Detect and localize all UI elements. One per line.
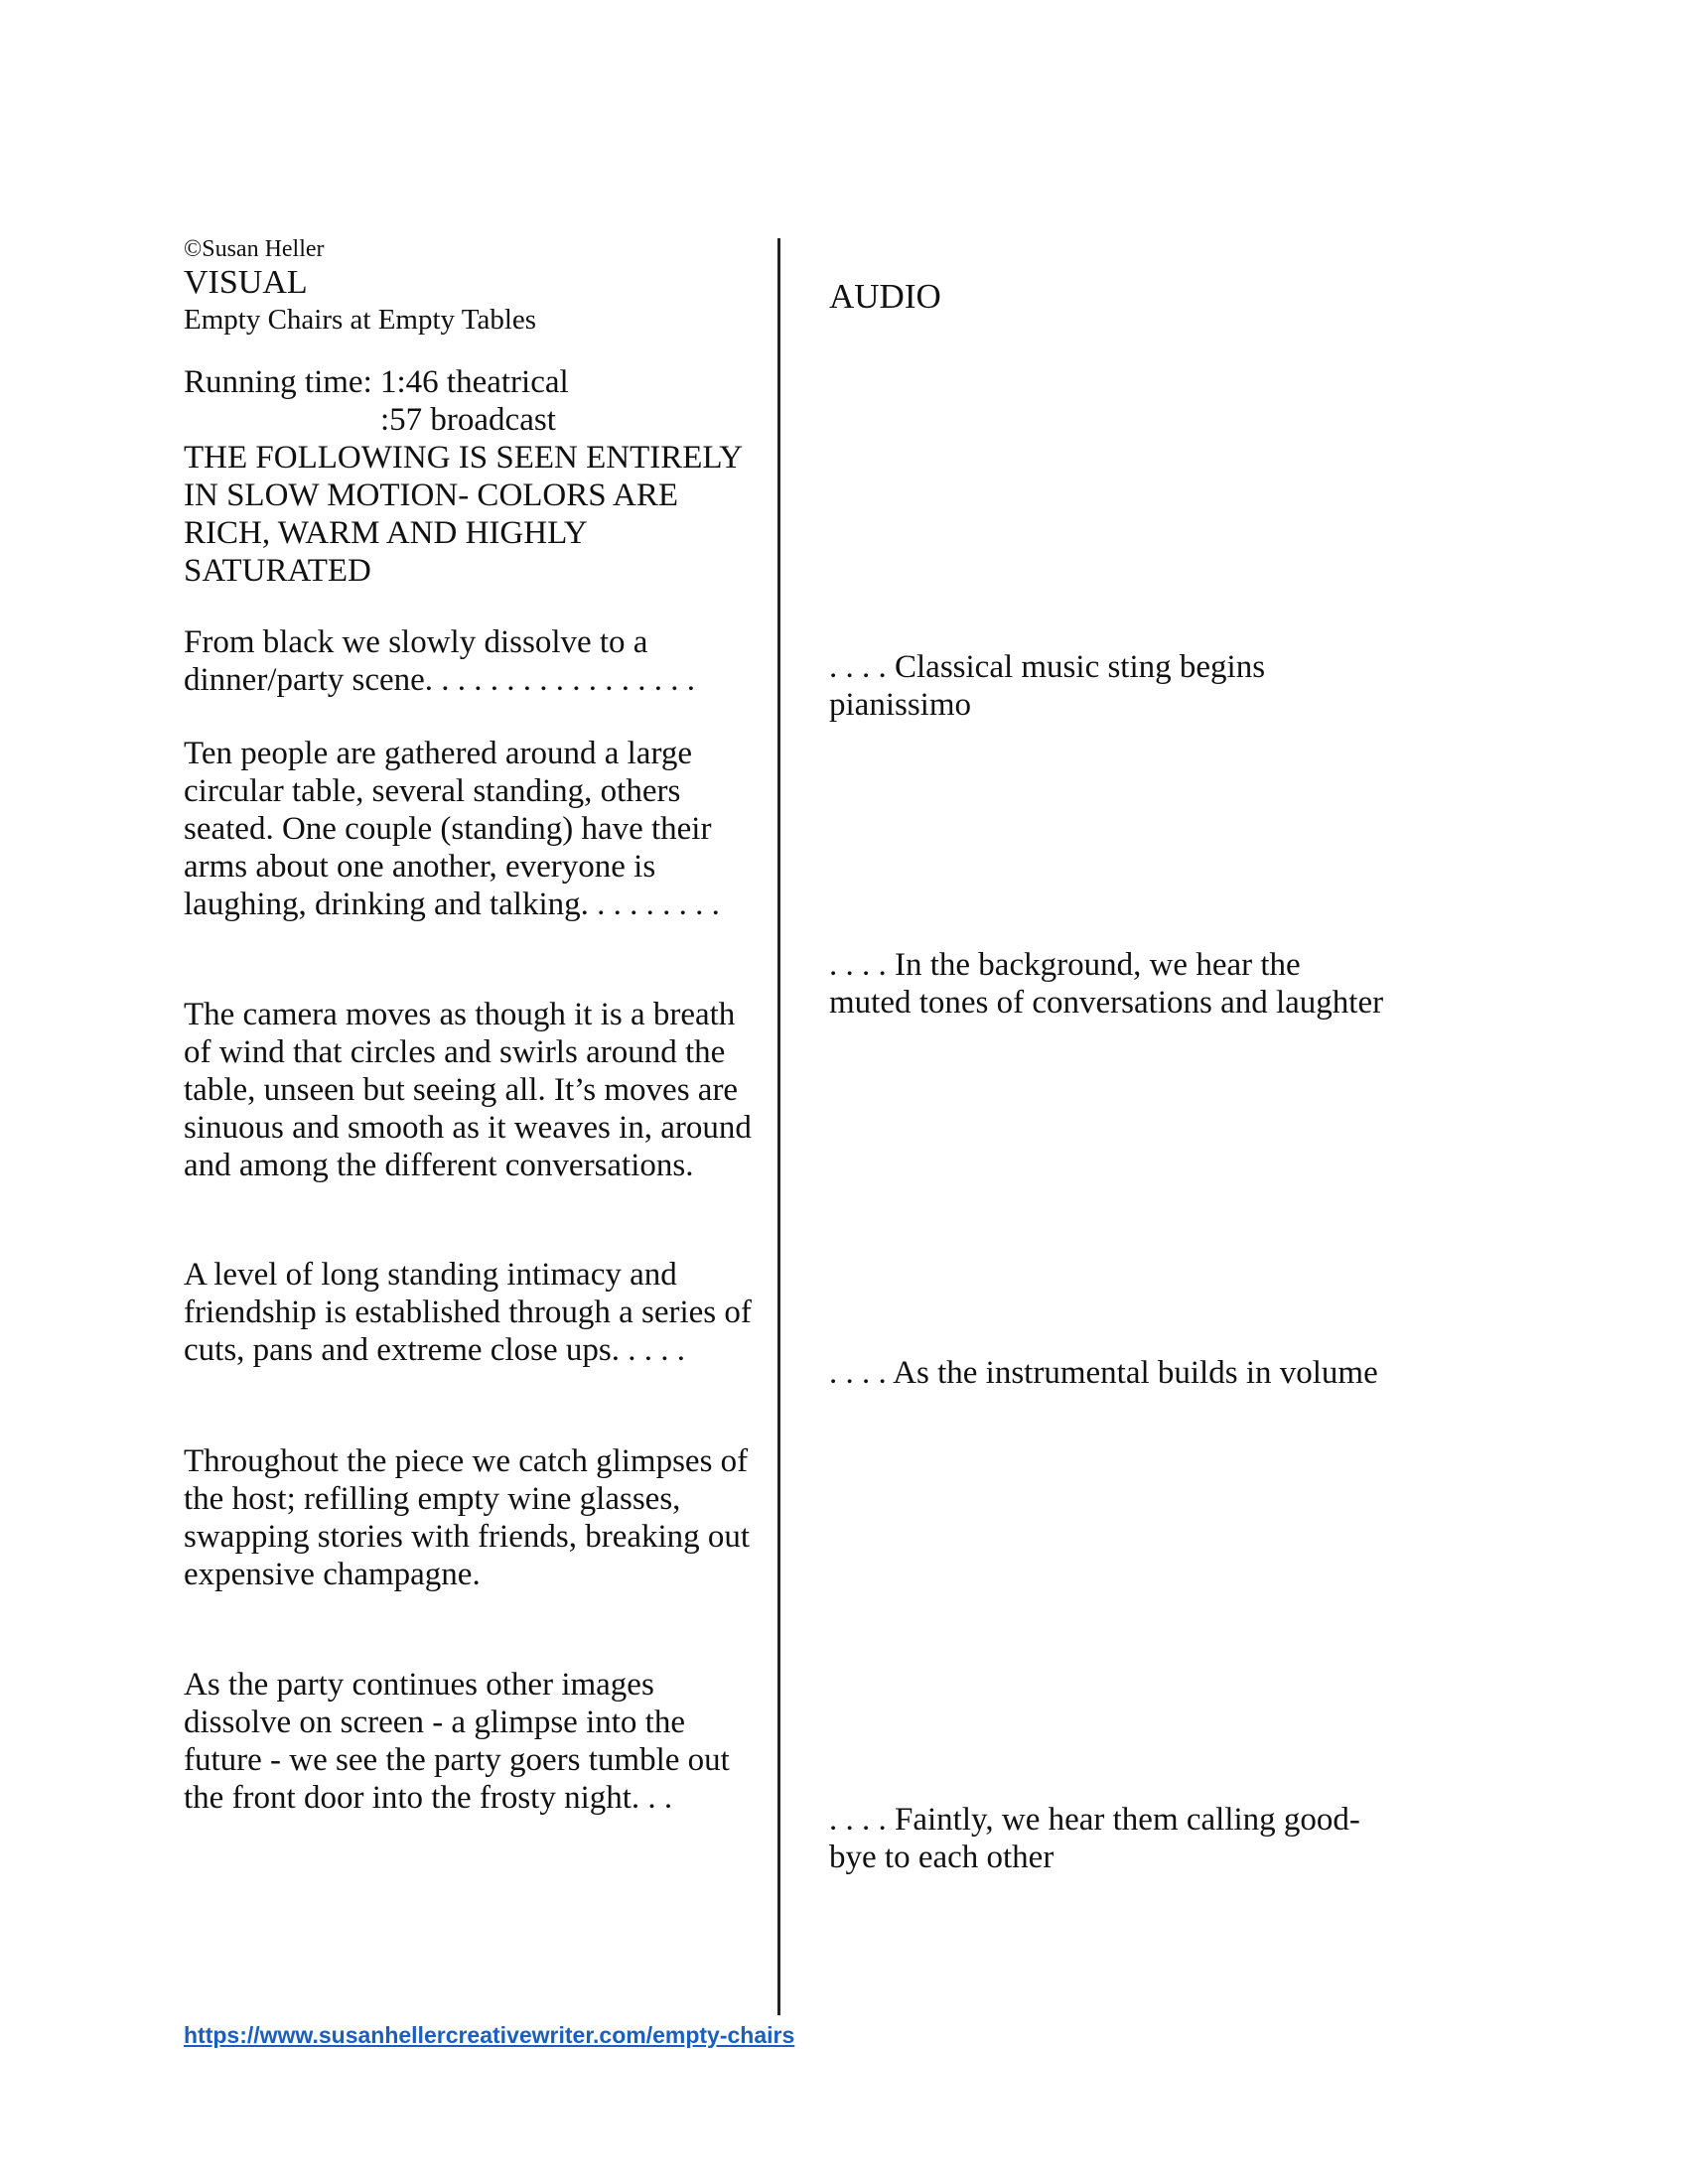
column-divider (777, 238, 780, 2015)
document-title: Empty Chairs at Empty Tables (184, 304, 537, 336)
visual-paragraph-intimacy: A level of long standing intimacy and friendship is established through a series of cuts, pans and extreme close ups. . . . . (184, 1257, 752, 1368)
visual-paragraph-future: As the party continues other images dissolve on screen - a glimpse into the future - we see the party goers tumble out the front door into the frosty night. . . (184, 1667, 730, 1816)
audio-cue-builds: . . . . As the instrumental builds in volume (829, 1355, 1378, 1391)
footer-url-link[interactable]: https://www.susanhellercreativewriter.com/empty-chairs (184, 2022, 795, 2048)
audio-cue-goodbye: . . . . Faintly, we hear them calling good-bye to each other (829, 1802, 1360, 1875)
slow-motion-directive: THE FOLLOWING IS SEEN ENTIRELY IN SLOW MOTION- COLORS ARE RICH, WARM AND HIGHLY SATURATED (184, 440, 742, 589)
running-time-block (184, 363, 755, 590)
running-time-theatrical: Running time: 1:46 theatrical (184, 364, 569, 400)
visual-heading: VISUAL (184, 264, 308, 301)
visual-paragraph-table: Ten people are gathered around a large circular table, several standing, others seated. One couple (standing) have their arms about one another, everyone is laughing, drinking and talking. . . . . . . . . (184, 736, 720, 922)
running-time-broadcast: :57 broadcast (380, 402, 556, 438)
audio-cue-background: . . . . In the background, we hear the muted tones of conversations and laughter (829, 947, 1384, 1021)
visual-paragraph-camera: The camera moves as though it is a breath of wind that circles and swirls around the table, unseen but seeing all. It’s moves are sinuous and smooth as it weaves in, around and among the different conversations. (184, 997, 752, 1183)
visual-paragraph-dissolve: From black we slowly dissolve to a dinner/party scene. . . . . . . . . . . . . . . . . (184, 624, 696, 698)
copyright-notice: ©Susan Heller (184, 236, 325, 262)
visual-column-header (184, 234, 755, 338)
visual-paragraph-host: Throughout the piece we catch glimpses of the host; refilling empty wine glasses, swapping stories with friends, breaking out expensive champagne. (184, 1443, 751, 1592)
audio-heading: AUDIO (829, 277, 941, 316)
audio-cue-classical: . . . . Classical music sting begins pianissimo (829, 649, 1266, 723)
